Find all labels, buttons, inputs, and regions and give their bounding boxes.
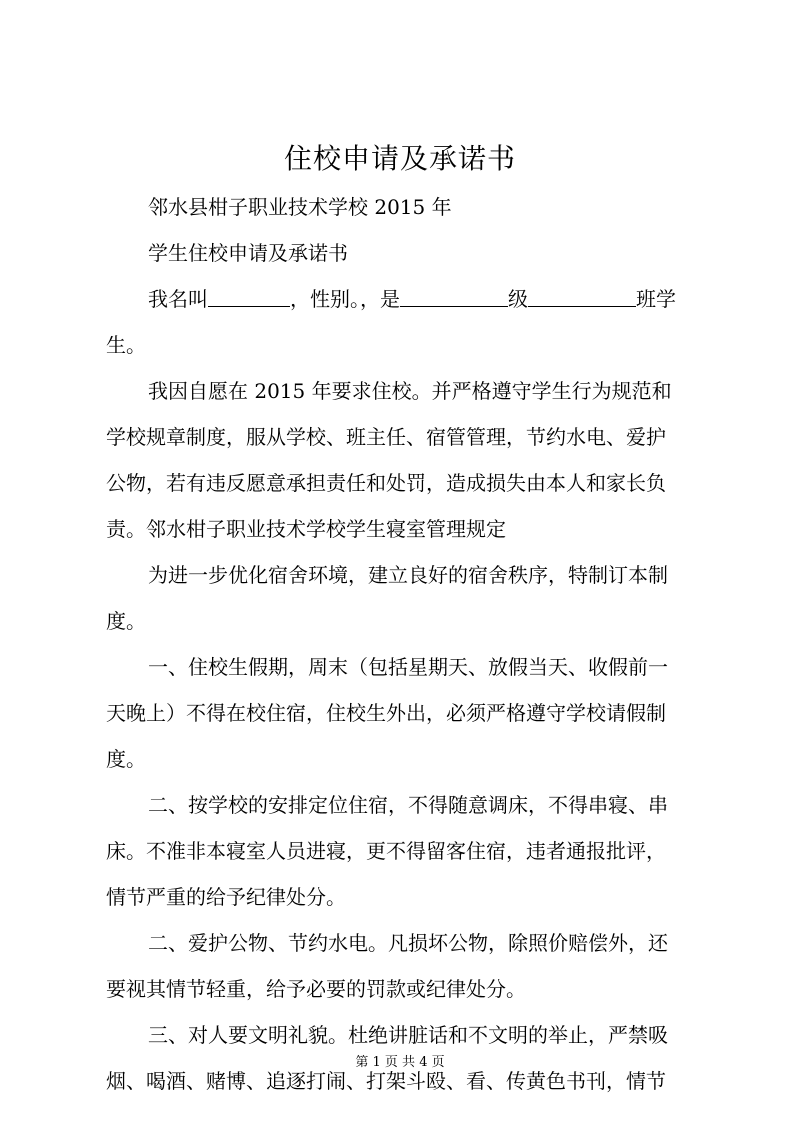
text-line: 我因自愿在 2015 年要求住校。并严格遵守学生行为规范和 (148, 379, 672, 403)
text-line: 责。邻水柑子职业技术学校学生寝室管理规定 (106, 517, 506, 541)
form-label-grade: 级 (508, 287, 528, 311)
text-line: 二、按学校的安排定位住宿，不得随意调床，不得串寝、串 (148, 793, 668, 817)
text-line: 天晚上）不得在校住宿，住校生外出，必须严格遵守学校请假制 (106, 701, 666, 725)
text-line: 度。 (106, 747, 146, 771)
text-line: 二、爱护公物、节约水电。凡损坏公物，除照价赔偿外，还 (148, 931, 668, 955)
class-blank (528, 287, 636, 307)
text-line: 三、对人要文明礼貌。杜绝讲脏话和不文明的举止，严禁吸 (148, 1023, 668, 1047)
document-body (106, 184, 703, 1104)
text-line: 情节严重的给予纪律处分。 (106, 885, 346, 909)
text-line: 烟、喝酒、赌博、追逐打闹、打架斗殴、看、传黄色书刊，情节 (106, 1069, 666, 1093)
text-line: 度。 (106, 609, 146, 633)
form-label-gender: ，性别。，是 (290, 287, 400, 311)
text-line: 生。 (106, 333, 146, 357)
text-line: 为进一步优化宿舍环境，建立良好的宿舍秩序，特制订本制 (148, 563, 668, 587)
text-line: 一、住校生假期，周末（包括星期天、放假当天、收假前一 (148, 655, 668, 679)
grade-blank (400, 287, 508, 307)
form-label-class: 班学 (636, 287, 676, 311)
text-line: 床。不准非本寝室人员进寝，更不得留客住宿，违者通报批评， (106, 839, 666, 863)
form-label-name: 我名叫 (148, 287, 208, 311)
text-line: 邻水县柑子职业技术学校 2015 年 (148, 195, 452, 219)
document-title: 住校申请及承诺书 (283, 142, 516, 175)
page-number-footer: 第 1 页 共 4 页 (355, 1055, 445, 1070)
text-line: 要视其情节轻重，给予必要的罚款或纪律处分。 (106, 977, 526, 1001)
name-blank (208, 287, 290, 307)
text-line: 学生住校申请及承诺书 (148, 241, 348, 265)
text-line: 公物，若有违反愿意承担责任和处罚，造成损失由本人和家长负 (106, 471, 666, 495)
text-line: 学校规章制度，服从学校、班主任、宿管管理，节约水电、爱护 (106, 425, 666, 449)
form-line (106, 276, 703, 322)
